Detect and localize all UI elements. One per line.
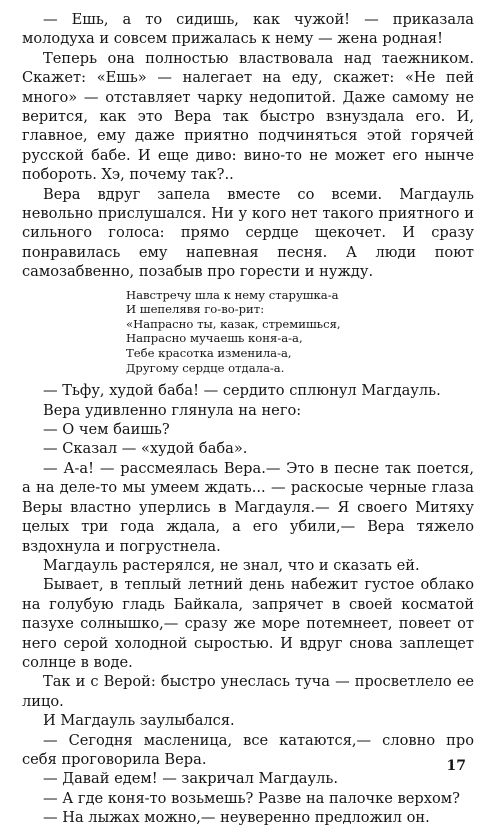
paragraph: Вера удивленно глянула на него: <box>43 401 302 419</box>
paragraph: Вера вдруг запела вместе со всеми. Магдауль невольно прислушался. Ни у кого нет такого приятного и сильного голоса: прямо сердце щекочет. И сразу понравилась ему напевная песня. А люди поют самозабвенно, позабыв про горести и нужду. <box>22 185 474 281</box>
paragraph: Так и с Верой: быстро унеслась туча — просветлело ее лицо. <box>22 673 474 710</box>
book-page <box>22 10 474 828</box>
paragraph: — О чем баишь? <box>43 421 170 439</box>
paragraph: Магдауль растерялся, не знал, что и сказать ей. <box>43 556 420 574</box>
paragraph: — Ешь, а то сидишь, как чужой! — приказала молодуха и совсем прижалась к нему — жена родная! <box>22 11 474 48</box>
paragraph: — Давай едем! — закричал Магдауль. <box>43 770 338 788</box>
verse-line: «Напрасно ты, казак, стремишься, <box>126 316 341 331</box>
verse-line: И шепелявя го-во-рит: <box>126 302 265 317</box>
paragraph: Бывает, в теплый летний день набежит густое облако на голубую гладь Байкала, запрячет в своей косматой пазухе солнышко,— сразу же море потемнеет, повеет от него серой холодной сыростью. И вдруг снова заплещет солнце в воде. <box>22 576 474 671</box>
paragraph: Теперь она полностью властвовала над таежником. Скажет: «Ешь» — налегает на еду, скажет: «Не пей много» — отставляет чарку недопитой. Даже самому не верится, как это Вера так быстро взнуздала его. И, главное, ему даже приятно подчиняться этой горячей русской бабе. И еще диво: вино-то не может его нынче побороть. Хэ, почему так?.. <box>22 49 474 184</box>
verse-line: Другому сердце отдала-а. <box>126 360 285 375</box>
verse-line: Тебе красотка изменила-а, <box>126 346 292 361</box>
paragraph: — Сказал — «худой баба». <box>43 440 248 458</box>
paragraph: И Магдауль заулыбался. <box>43 712 235 730</box>
page-number: 17 <box>446 758 466 774</box>
paragraph: — На лыжах можно,— неуверенно предложил он. <box>43 809 430 827</box>
paragraph: — А где коня-то возьмешь? Разве на палочке верхом? <box>43 789 460 807</box>
song-verse <box>126 288 474 376</box>
paragraph: — Сегодня масленица, все катаются,— словно про себя проговорила Вера. <box>22 731 474 768</box>
verse-line: Напрасно мучаешь коня-а-а, <box>126 331 303 346</box>
verse-line: Навстречу шла к нему старушка-а <box>126 287 339 302</box>
paragraph: — Тьфу, худой баба! — сердито сплюнул Магдауль. <box>43 382 441 400</box>
paragraph: — А-а! — рассмеялась Вера.— Это в песне так поется, а на деле-то мы умеем ждать... — раскосые черные глаза Веры властно уперлись в Магдауля.— Я своего Митяху целых три года ждала, а его убили,— Вера тяжело вздохнула и погрустнела. <box>22 459 474 555</box>
